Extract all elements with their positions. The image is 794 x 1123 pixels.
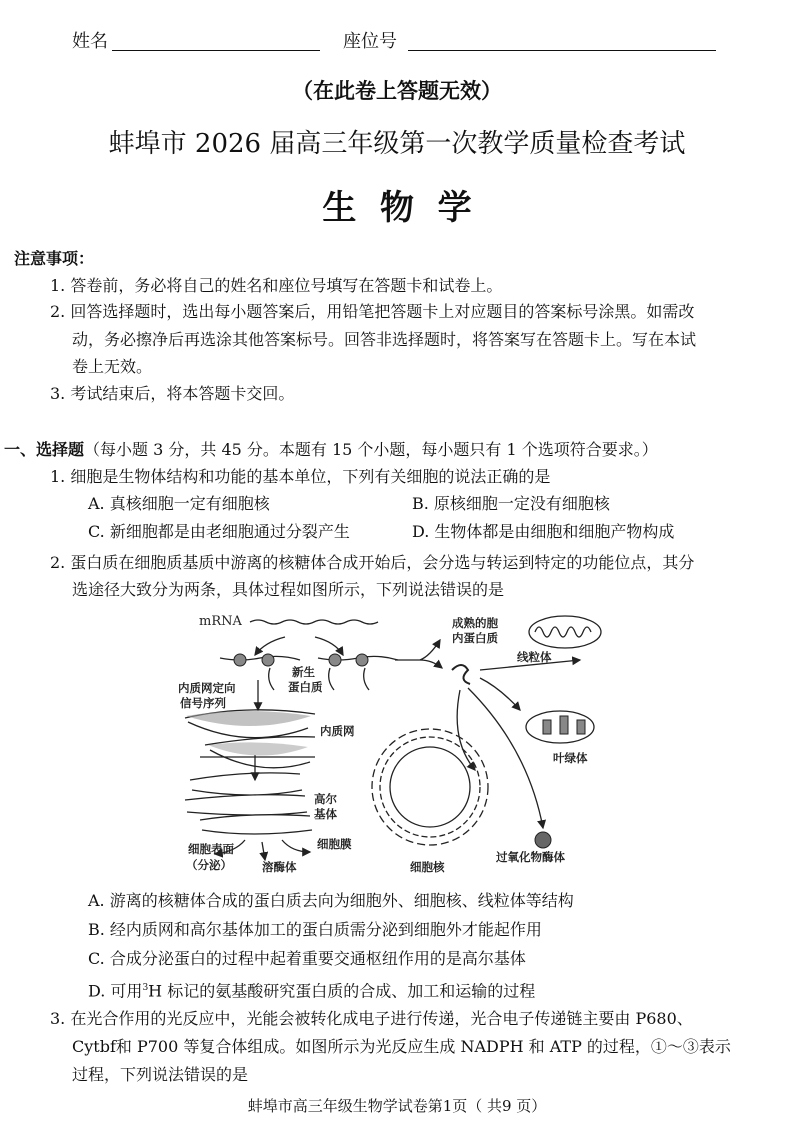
label-mitochondria: 线粒体 — [517, 650, 552, 664]
label-lysosome: 溶酶体 — [262, 860, 297, 874]
note-item: 2. 回答选择题时，选出每小题答案后，用铅笔把答题卡上对应题目的答案标号涂黑。如需改 — [50, 302, 695, 321]
q3-stem-line: 过程，下列说法错误的是 — [72, 1065, 249, 1084]
q1-stem: 1. 细胞是生物体结构和功能的基本单位，下列有关细胞的说法正确的是 — [50, 467, 551, 486]
label-mature-1: 成熟的胞 — [452, 616, 498, 630]
label-signal-1: 内质网定向 — [178, 681, 236, 695]
name-label: 姓名 — [72, 31, 108, 52]
q2-option-b[interactable]: B. 经内质网和高尔基体加工的蛋白质需分泌到细胞外才能起作用 — [88, 920, 542, 939]
label-surface-2: （分泌） — [186, 858, 232, 872]
q2-option-d[interactable] — [88, 978, 535, 1001]
q2-stem-line: 选途径大致分为两条，具体过程如图所示，下列说法错误的是 — [72, 580, 505, 599]
note-item: 卷上无效。 — [72, 357, 153, 376]
exam-title: 蚌埠市 2026 届高三年级第一次教学质量检查考试 — [108, 129, 686, 159]
q2-option-c[interactable]: C. 合成分泌蛋白的过程中起着重要交通枢纽作用的是高尔基体 — [88, 949, 526, 968]
label-peroxisome: 过氧化物酶体 — [496, 850, 565, 864]
q3-stem-line: 3. 在光合作用的光反应中，光能会被转化成电子进行传递，光合电子传递链主要由 P680、 — [50, 1009, 693, 1028]
subject-title: 生 物 学 — [322, 188, 472, 228]
label-nascent-1: 新生 — [292, 665, 315, 679]
invalid-note: （在此卷上答题无效） — [292, 78, 502, 103]
q1-option-c[interactable]: C. 新细胞都是由老细胞通过分裂产生 — [88, 522, 350, 541]
label-membrane: 细胞膜 — [317, 837, 352, 851]
label-golgi-1: 高尔 — [314, 792, 337, 806]
q2-stem-line: 2. 蛋白质在细胞质基质中游离的核糖体合成开始后，会分选与转运到特定的功能位点，其分 — [50, 553, 695, 572]
label-nucleus: 细胞核 — [410, 860, 445, 874]
q1-option-a[interactable]: A. 真核细胞一定有细胞核 — [88, 494, 270, 513]
option-d-prefix: D. 可用 — [88, 981, 143, 1001]
page-footer: 蚌埠市高三年级生物学试卷第1页（ 共9 页） — [247, 1097, 547, 1115]
seat-field[interactable] — [408, 50, 716, 51]
name-field[interactable] — [112, 50, 320, 51]
section-heading — [4, 440, 658, 460]
notes-title: 注意事项： — [14, 249, 95, 268]
label-surface-1: 细胞表面 — [188, 842, 234, 856]
note-item: 1. 答卷前，务必将自己的姓名和座位号填写在答题卡和试卷上。 — [50, 276, 503, 295]
note-item: 3. 考试结束后，将本答题卡交回。 — [50, 384, 295, 403]
label-signal-2: 信号序列 — [180, 696, 226, 710]
q1-option-d[interactable]: D. 生物体都是由细胞和细胞产物构成 — [412, 522, 675, 541]
section-desc: （每小题 3 分，共 45 分。本题有 15 个小题，每小题只有 1 个选项符合要求。） — [84, 440, 658, 459]
note-item: 动，务必擦净后再选涂其他答案标号。回答非选择题时，将答案写在答题卡上。写在本试 — [72, 330, 697, 349]
q2-option-a[interactable]: A. 游离的核糖体合成的蛋白质去向为细胞外、细胞核、线粒体等结构 — [88, 891, 574, 910]
option-d-rest: H 标记的氨基酸研究蛋白质的合成、加工和运输的过程 — [148, 981, 536, 1001]
label-er: 内质网 — [320, 724, 355, 738]
section-title: 一、选择题 — [4, 440, 85, 459]
q1-option-b[interactable]: B. 原核细胞一定没有细胞核 — [412, 494, 610, 513]
label-chloroplast: 叶绿体 — [553, 751, 588, 765]
q3-stem-line: Cytbf和 P700 等复合体组成。如图所示为光反应生成 NADPH 和 ATP 的过程，①～③表示 — [72, 1037, 731, 1056]
isotope-superscript: 3 — [142, 983, 149, 993]
label-nascent-2: 蛋白质 — [288, 680, 323, 694]
label-mature-2: 内蛋白质 — [452, 631, 498, 645]
label-mrna: mRNA — [199, 614, 242, 629]
label-golgi-2: 基体 — [314, 807, 337, 821]
seat-label: 座位号 — [343, 31, 397, 52]
